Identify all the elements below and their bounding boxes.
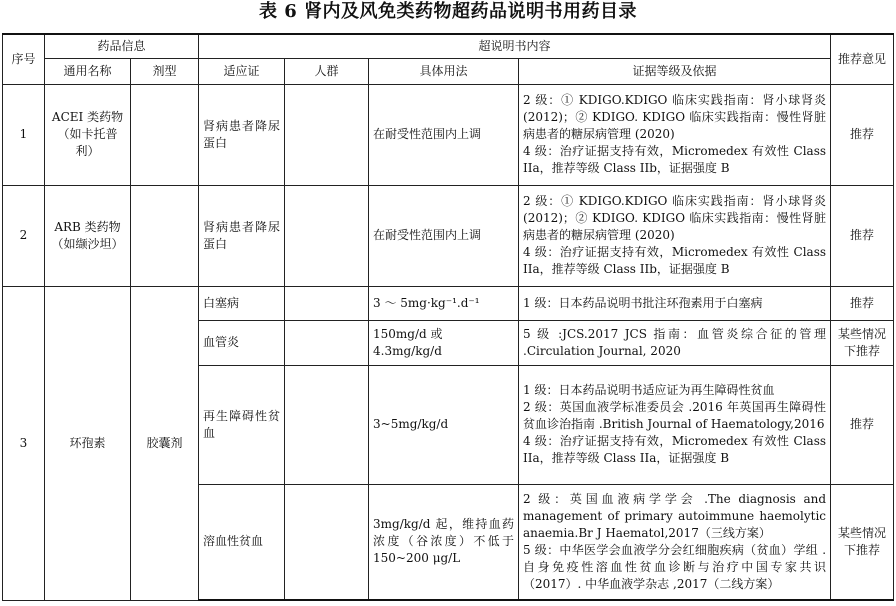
row-recommend: 某些情况下推荐 bbox=[831, 320, 894, 365]
row-dosage-form bbox=[131, 185, 199, 286]
header-population: 人群 bbox=[285, 58, 369, 84]
row-usage: 3 ～ 5mg·kg⁻¹.d⁻¹ bbox=[369, 286, 519, 320]
row-recommend: 推荐 bbox=[831, 286, 894, 320]
row-evidence bbox=[519, 320, 831, 365]
header-recommend: 推荐意见 bbox=[831, 34, 894, 84]
header-evidence: 证据等级及依据 bbox=[519, 58, 831, 84]
row-evidence bbox=[519, 84, 831, 185]
row-recommend: 推荐 bbox=[831, 84, 894, 185]
row-usage: 3mg/kg/d 起，维持血药浓度（谷浓度）不低于 150~200 μg/L bbox=[369, 484, 519, 600]
row-dosage-form: 胶囊剂 bbox=[131, 286, 199, 600]
row-population bbox=[285, 365, 369, 484]
header-usage: 具体用法 bbox=[369, 58, 519, 84]
evidence-line: 5 级：中华医学会血液学分会红细胞疾病（贫血）学组 . 自身免疫性溶血性贫血诊断与治疗中国专家共识（2017）. 中华血液学杂志 ,2017（二线方案） bbox=[523, 542, 827, 591]
row-recommend: 推荐 bbox=[831, 365, 894, 484]
row-indication: 肾病患者降尿蛋白 bbox=[199, 185, 285, 286]
header-dosage-form: 剂型 bbox=[131, 58, 199, 84]
evidence-line: 4 级：治疗证据支持有效，Micromedex 有效性 Class IIa，推荐等级 Class IIb，证据强度 B bbox=[523, 144, 827, 175]
row-generic-name: 环孢素 bbox=[45, 286, 131, 600]
evidence-line: 4 级：治疗证据支持有效，Micromedex 有效性 Class IIa，推荐等级 Class IIa，证据强度 B bbox=[523, 434, 827, 465]
row-population bbox=[285, 484, 369, 600]
row-indication: 肾病患者降尿蛋白 bbox=[199, 84, 285, 185]
header-drug-info: 药品信息 bbox=[45, 34, 199, 58]
table-row bbox=[3, 84, 894, 185]
row-population bbox=[285, 320, 369, 365]
evidence-line: 1 级：日本药品说明书批注环孢素用于白塞病 bbox=[523, 295, 763, 310]
offlabel-drug-table bbox=[2, 33, 894, 601]
row-seq: 1 bbox=[3, 84, 45, 185]
table-row bbox=[3, 286, 894, 320]
row-seq: 3 bbox=[3, 286, 45, 600]
row-population bbox=[285, 185, 369, 286]
row-usage: 150mg/d 或 4.3mg/kg/d bbox=[369, 320, 519, 365]
row-generic-name: ACEI 类药物（如卡托普利） bbox=[45, 84, 131, 185]
header-row-1 bbox=[3, 34, 894, 58]
row-indication: 白塞病 bbox=[199, 286, 285, 320]
evidence-line: 1 级：日本药品说明书适应证为再生障碍性贫血 bbox=[523, 383, 775, 397]
row-evidence bbox=[519, 185, 831, 286]
row-indication: 再生障碍性贫血 bbox=[199, 365, 285, 484]
evidence-line: 4 级：治疗证据支持有效，Micromedex 有效性 Class IIa，推荐等级 Class IIb，证据强度 B bbox=[523, 245, 827, 276]
evidence-line: 2 级：① KDIGO.KDIGO 临床实践指南：肾小球肾炎 (2012)；② KDIGO. KDIGO 临床实践指南：慢性肾脏病患者的糖尿病管理 (2020) bbox=[523, 93, 827, 141]
header-offlabel-content: 超说明书内容 bbox=[199, 34, 831, 58]
row-recommend: 推荐 bbox=[831, 185, 894, 286]
evidence-line: 2 级：英国血液学标准委员会 .2016 年英国再生障碍性贫血诊治指南 .British Journal of Haematology,2016 bbox=[523, 400, 827, 431]
evidence-line: 5 级 :JCS.2017 JCS 指南：血管炎综合征的管理 .Circulation Journal, 2020 bbox=[523, 326, 827, 358]
row-usage: 在耐受性范围内上调 bbox=[369, 185, 519, 286]
row-seq: 2 bbox=[3, 185, 45, 286]
row-recommend: 某些情况下推荐 bbox=[831, 484, 894, 600]
row-evidence bbox=[519, 484, 831, 600]
row-evidence bbox=[519, 365, 831, 484]
row-population bbox=[285, 84, 369, 185]
row-indication: 血管炎 bbox=[199, 320, 285, 365]
table-title: 表 6 肾内及风免类药物超药品说明书用药目录 bbox=[258, 1, 638, 22]
header-row-2 bbox=[3, 58, 894, 84]
header-generic-name: 通用名称 bbox=[45, 58, 131, 84]
row-usage: 在耐受性范围内上调 bbox=[369, 84, 519, 185]
header-seq: 序号 bbox=[3, 34, 45, 84]
evidence-line: 2 级：① KDIGO.KDIGO 临床实践指南：肾小球肾炎 (2012)；② KDIGO. KDIGO 临床实践指南：慢性肾脏病患者的糖尿病管理 (2020) bbox=[523, 194, 827, 242]
row-usage: 3~5mg/kg/d bbox=[369, 365, 519, 484]
row-indication: 溶血性贫血 bbox=[199, 484, 285, 600]
row-generic-name: ARB 类药物（如缬沙坦） bbox=[45, 185, 131, 286]
row-population bbox=[285, 286, 369, 320]
table-row bbox=[3, 185, 894, 286]
header-indication: 适应证 bbox=[199, 58, 285, 84]
evidence-line: 2 级：英国血液病学学会 .The diagnosis and management of primary autoimmune haemolytic anaemia.Br J Haematol,2017（三线方案） bbox=[523, 491, 827, 540]
row-evidence bbox=[519, 286, 831, 320]
row-dosage-form bbox=[131, 84, 199, 185]
